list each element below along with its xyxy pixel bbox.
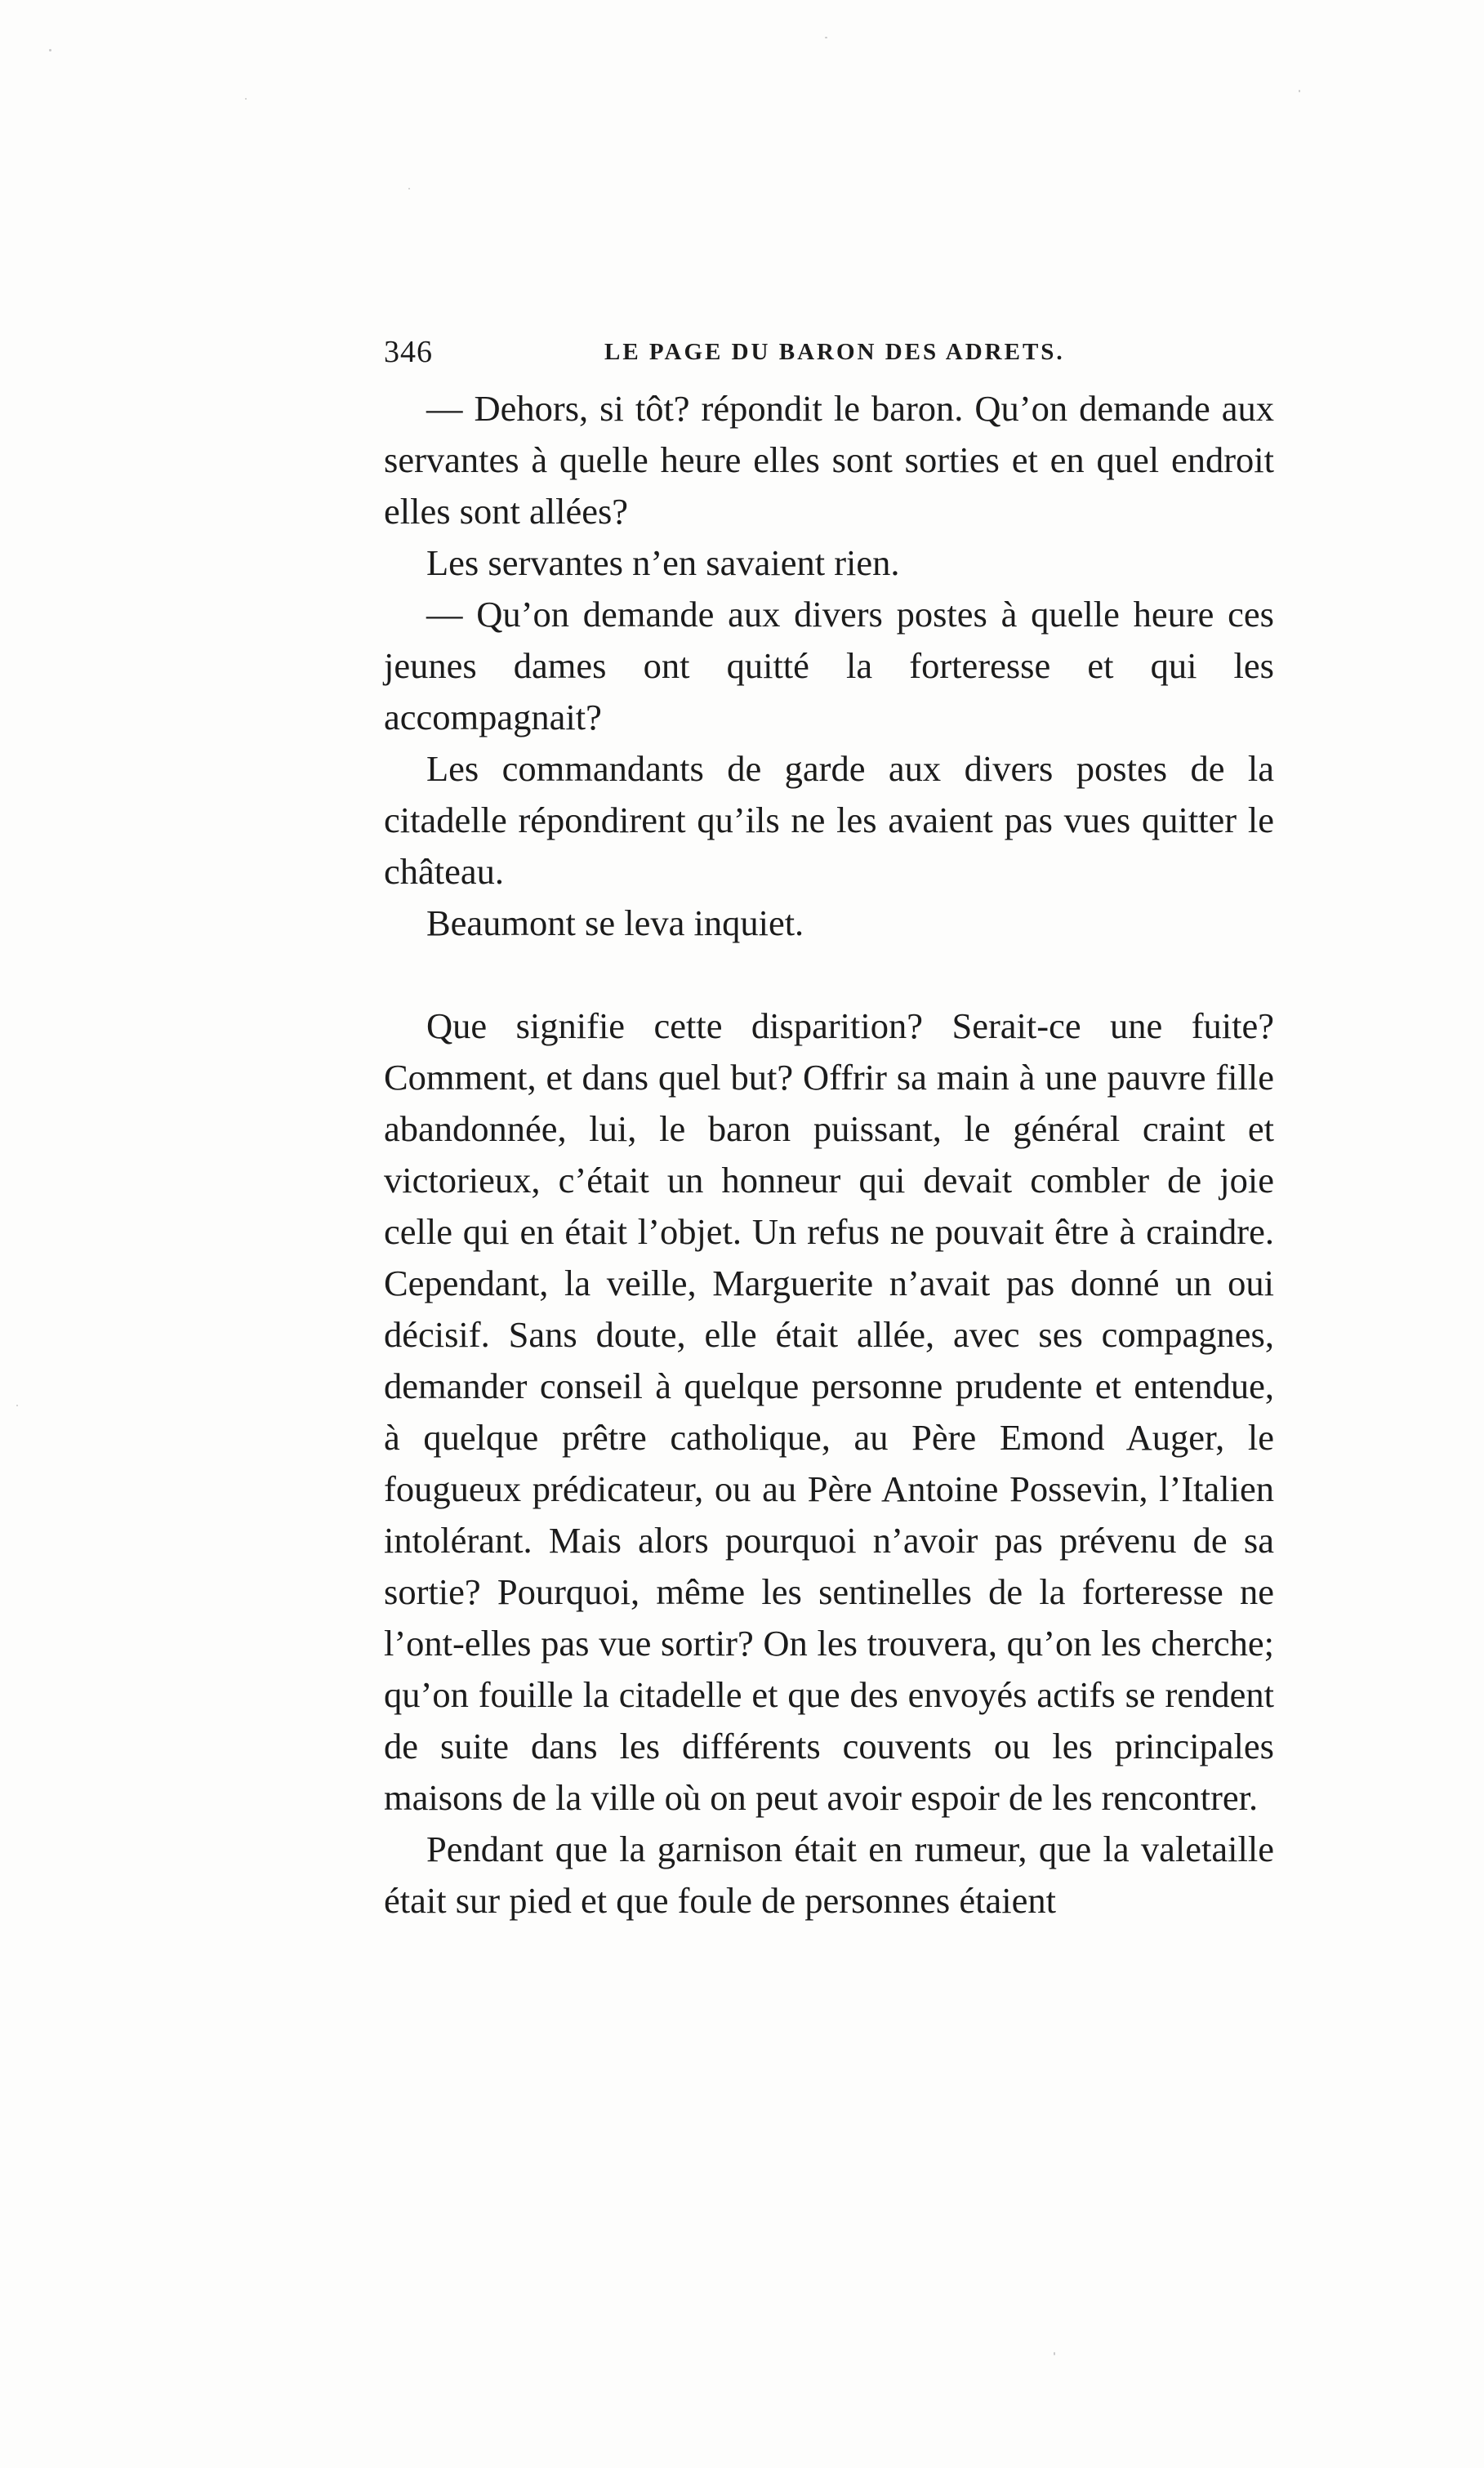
paper-speck xyxy=(408,188,410,189)
paper-speck xyxy=(1299,90,1300,92)
text-block xyxy=(384,323,1274,1927)
paragraph-garrison: Pendant que la garnison était en rumeur, que la valetaille était sur pied et que foule de personnes étaient xyxy=(384,1829,1274,1921)
paper-speck xyxy=(16,1405,18,1406)
paragraph-servants: Les servantes n’en savaient rien. xyxy=(426,542,900,583)
paper-speck xyxy=(1054,2352,1055,2355)
paragraph-posts-question: — Qu’on demande aux divers postes à quelle heure ces jeunes dames ont quitté la forteresse et qui les accompagnait? xyxy=(384,594,1274,737)
paragraph-baron-reply: — Dehors, si tôt? répondit le baron. Qu’on demande aux servantes à quelle heure elles sont sorties et en quel endroit elles sont allées? xyxy=(384,388,1274,532)
page-number: 346 xyxy=(384,335,433,369)
paragraph-disappearance: Que signifie cette disparition? Serait-ce une fuite? Comment, et dans quel but? Offrir sa main à une pauvre fille abandonnée, lui, le baron puissant, le général craint et victorieux, c’était un honneur qui devait combler de joie celle qui en était l’objet. Un refus ne pouvait être à craindre. Cependant, la veille, Marguerite n’avait pas donné un oui décisif. Sans doute, elle était allée, avec ses compagnes, demander conseil à quelque personne prudente et entendue, à quelque prêtre catholique, au Père Emond Auger, le fougueux prédicateur, ou au Père Antoine Possevin, l’Italien intolérant. Mais alors pourquoi n’avoir pas prévenu de sa sortie? Pourquoi, même les sentinelles de la forteresse ne l’ont-elles pas vue sortir? On les trouvera, qu’on les cherche; qu’on fouille la citadelle et que des envoyés actifs se rendent de suite dans les différents couvents ou les principales maisons de la ville où on peut avoir espoir de les rencontrer. xyxy=(384,1005,1274,1818)
running-title: LE PAGE DU BARON DES ADRETS. xyxy=(604,339,1065,365)
running-head xyxy=(384,323,1274,380)
paragraph-beaumont: Beaumont se leva inquiet. xyxy=(426,902,804,943)
paragraph-commanders: Les commandants de garde aux divers postes de la citadelle répondirent qu’ils ne les avaient pas vues quitter le château. xyxy=(384,748,1274,892)
paper-speck xyxy=(825,37,827,38)
paper-speck xyxy=(245,98,247,100)
section-gap xyxy=(384,949,1274,1000)
paper-speck xyxy=(49,49,51,51)
